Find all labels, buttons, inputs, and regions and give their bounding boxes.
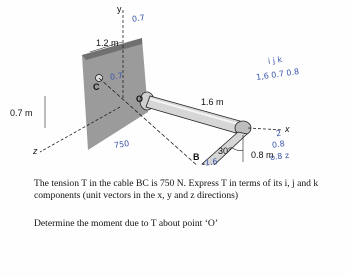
y-axis-label: y [117, 4, 122, 14]
point-o-label: O [136, 94, 144, 104]
handwritten-note-c: 0.7 [109, 71, 124, 82]
z-axis-label: z [33, 146, 38, 156]
point-b-label: B [193, 152, 200, 162]
handwritten-note-ijk: i j k [267, 55, 283, 66]
handwritten-note-08: 0.8 [271, 139, 286, 150]
handwritten-note-2: 2 [275, 128, 282, 139]
dimension-0-7m: 0.7 m [10, 108, 33, 118]
handwritten-note-z: o.8 z [269, 150, 290, 163]
problem-statement: The tension T in the cable BC is 750 N. Express T in terms of its i, j and k components (unit vectors in the x, y and z directions) [34, 177, 319, 201]
dimension-1-2m: 1.2 m [96, 38, 119, 48]
handwritten-note-coords: 1,6 0.7 0.8 [255, 67, 300, 82]
question-text: Determine the moment due to T about point ‘O’ [34, 217, 219, 229]
dimension-1-6m: 1.6 m [201, 97, 224, 107]
angle-30-label: 30° [218, 146, 232, 156]
handwritten-note-mid: -1.6 [201, 156, 219, 169]
point-c-label: C [93, 82, 100, 92]
x-axis-label: x [285, 124, 290, 134]
handwritten-note-750: 750 [113, 138, 130, 151]
dimension-0-8m: 0.8 m [251, 150, 274, 160]
handwritten-note-top: 0.7 [131, 13, 146, 24]
